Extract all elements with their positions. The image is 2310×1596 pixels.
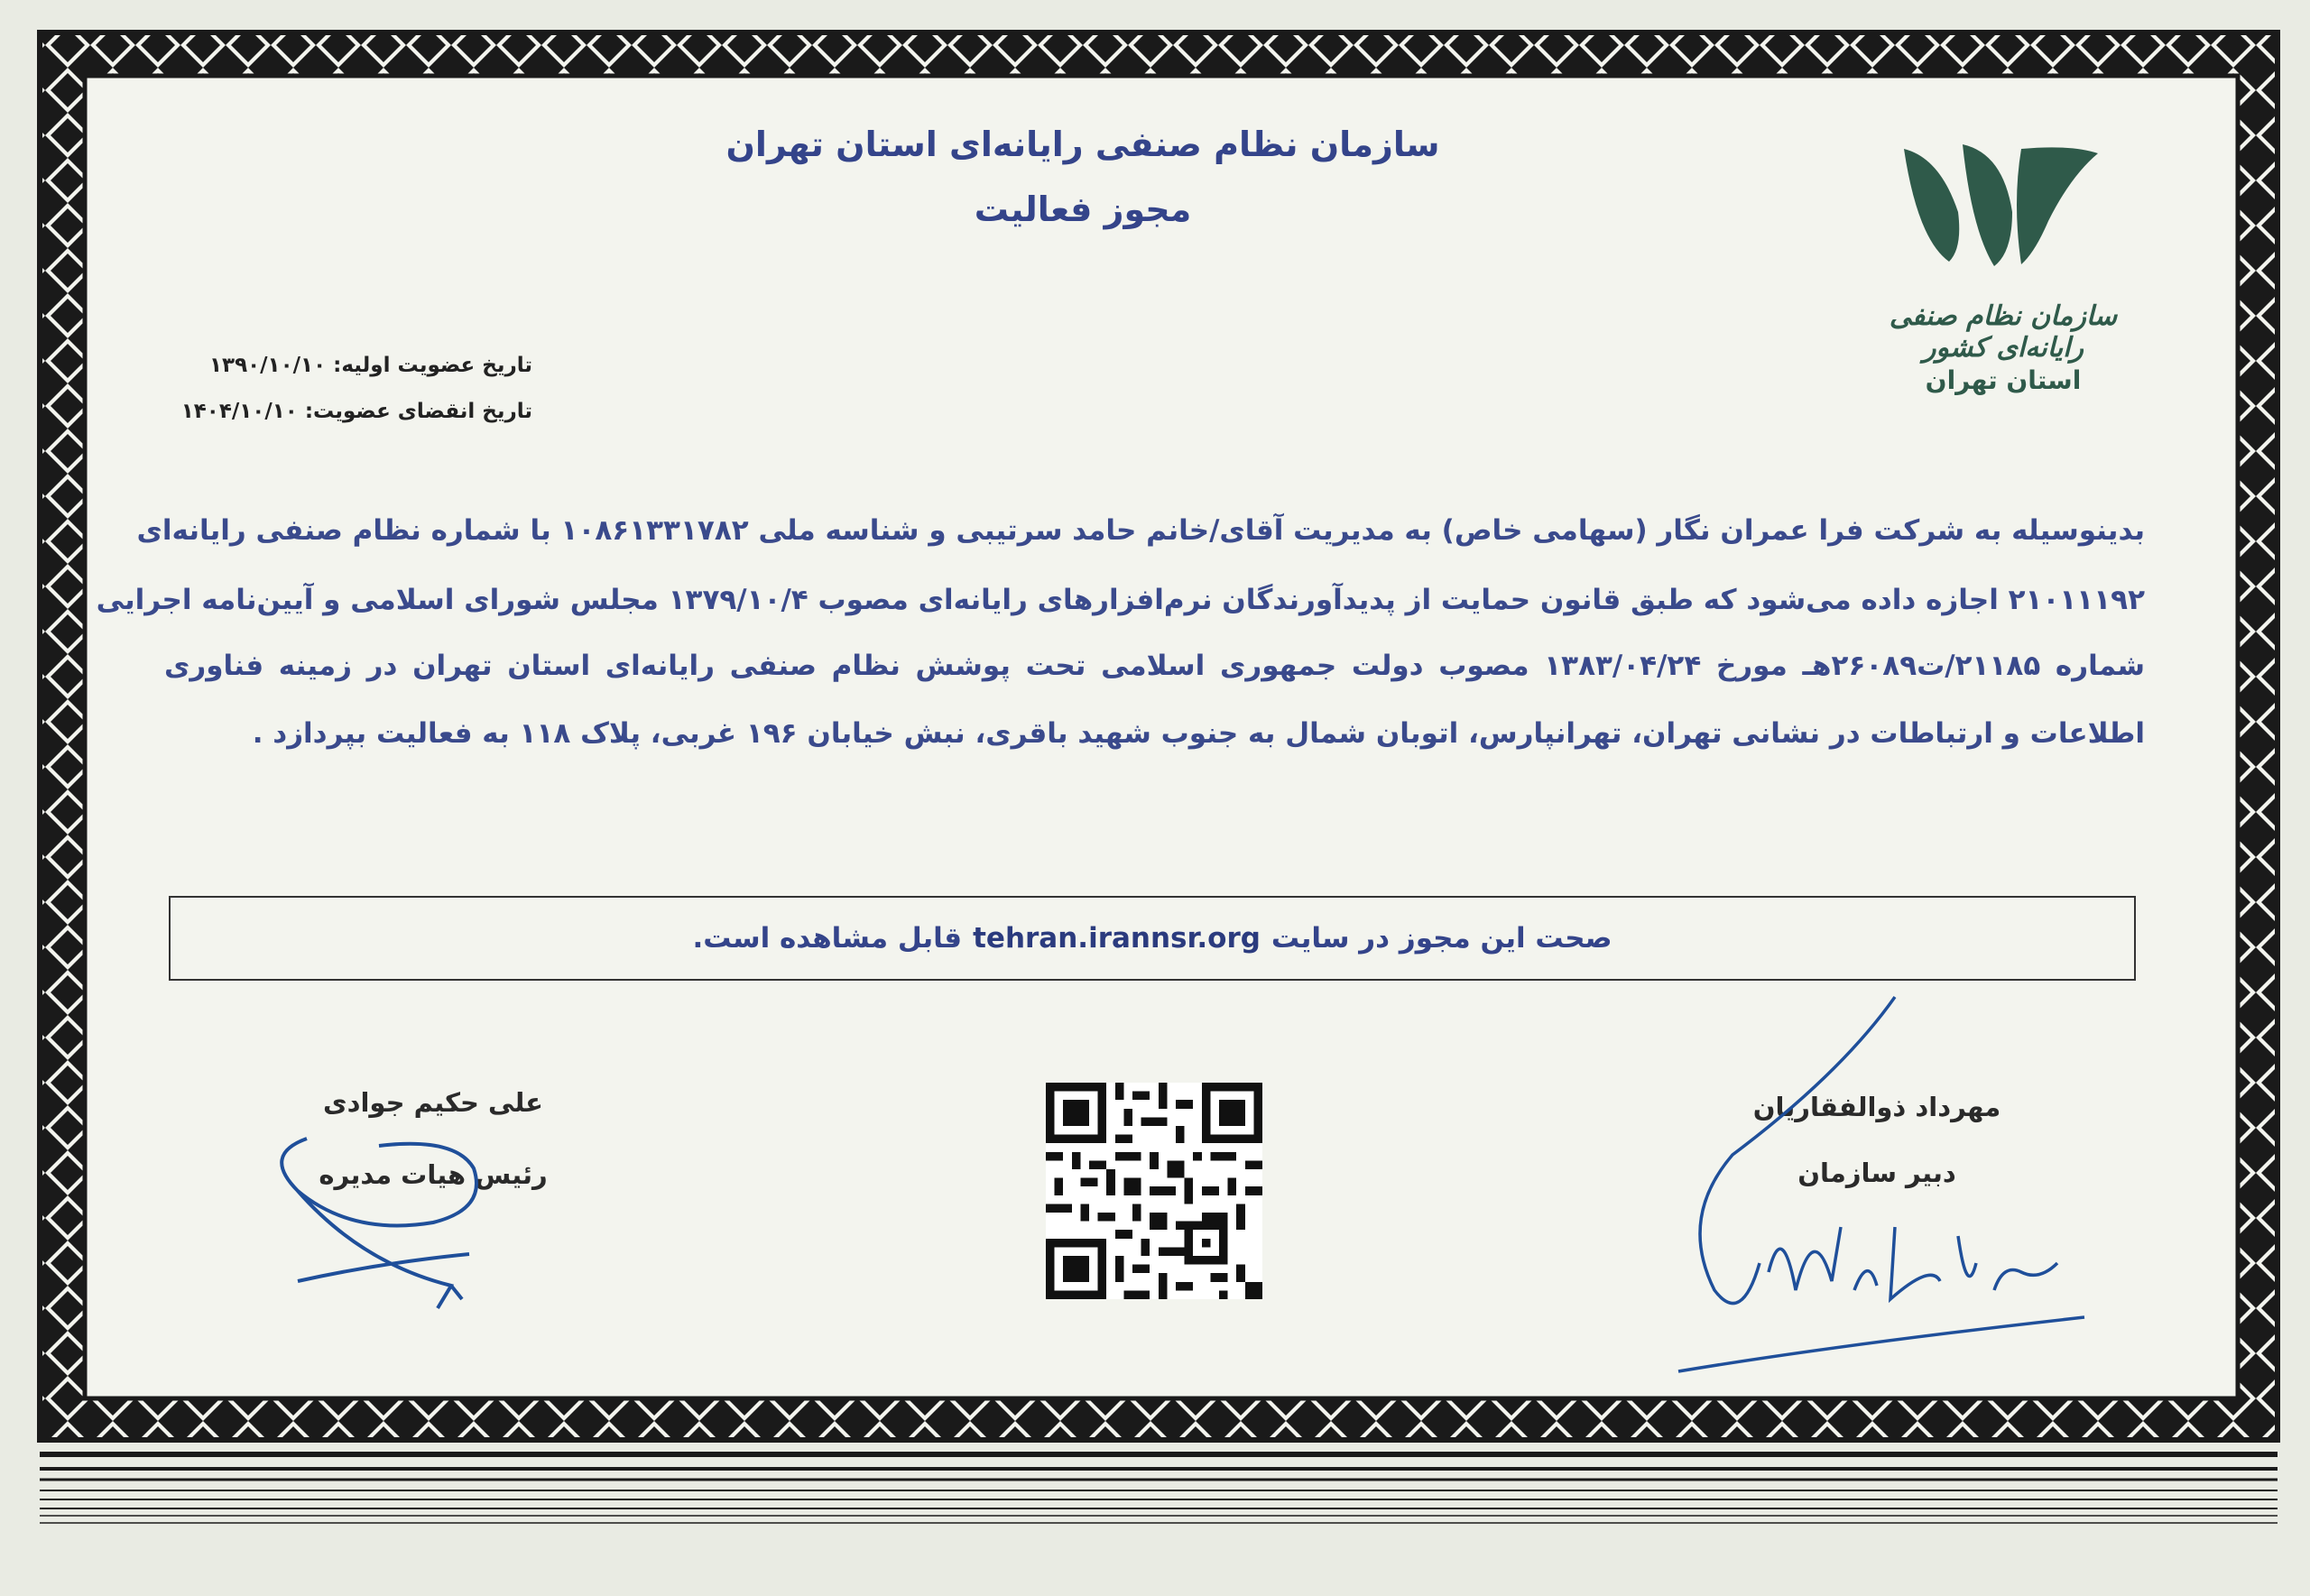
logo-org-name: سازمان نظام صنفی رایانه‌ای کشور xyxy=(1889,300,2118,364)
body-line-1: بدینوسیله به شرکت فرا عمران نگار (سهامی خاص) به مدیریت آقای/خانم حامد سرتیبی و شناسه ملی ۱۰۸۶۱۳۳۱۷۸۲ با شماره نظام صنفی رایانه‌ای xyxy=(136,514,2145,547)
organization-logo xyxy=(1877,140,2130,411)
expiry-membership-date xyxy=(153,400,532,423)
organization-title: سازمان نظام صنفی رایانه‌ای استان تهران xyxy=(725,125,1440,164)
expiry-membership-value: ۱۴۰۴/۱۰/۱۰ xyxy=(180,400,298,423)
body-line-4: اطلاعات و ارتباطات در نشانی تهران، تهرانپارس، اتوبان شمال به جنوب شهید باقری، نبش خیابان ۱۹۶ غربی، پلاک ۱۱۸ به فعالیت بپردازد . xyxy=(252,717,2145,750)
initial-membership-date xyxy=(153,354,532,377)
expiry-membership-label: تاریخ انقضای عضویت: xyxy=(304,400,532,423)
left-signature-icon xyxy=(253,1128,614,1317)
document-title: مجوز فعالیت xyxy=(974,189,1192,229)
right-signatory-title: دبیر سازمان xyxy=(1797,1158,1956,1188)
initial-membership-label: تاریخ عضویت اولیه: xyxy=(333,354,532,377)
verification-website-link[interactable]: tehran.irannsr.org xyxy=(973,922,1261,955)
initial-membership-value: ۱۳۹۰/۱۰/۱۰ xyxy=(209,354,327,377)
verification-box xyxy=(169,896,2136,981)
verification-suffix: قابل مشاهده است. xyxy=(692,922,963,955)
right-signature-icon xyxy=(1660,992,2093,1389)
logo-province: استان تهران xyxy=(1925,365,2082,395)
qr-code-icon[interactable] xyxy=(1045,1083,1263,1299)
right-signatory-name: مهرداد ذوالفقاریان xyxy=(1752,1092,2001,1122)
left-signatory-name: علی حکیم جوادی xyxy=(322,1087,543,1118)
body-line-3: شماره ۲۱۱۸۵/ت۲۶۰۸۹هـ مورخ ۱۳۸۳/۰۴/۲۴ مصوب دولت جمهوری اسلامی تحت پوشش نظام صنفی رایانه‌ای استان تهران در زمینه فناوری xyxy=(164,650,2145,682)
verification-prefix: صحت این مجوز در سایت xyxy=(1270,922,1612,955)
body-line-2: ۲۱۰۱۱۱۹۲ اجازه داده می‌شود که طبق قانون حمایت از پدیدآورندگان نرم‌افزارهای رایانه‌ای مصوب ۱۳۷۹/۱۰/۴ مجلس شورای اسلامی و آیین‌نامه اجرایی xyxy=(96,584,2145,616)
left-signatory-title: رئیس هیات مدیره xyxy=(319,1159,548,1190)
logo-emblem-icon xyxy=(1877,140,2130,275)
